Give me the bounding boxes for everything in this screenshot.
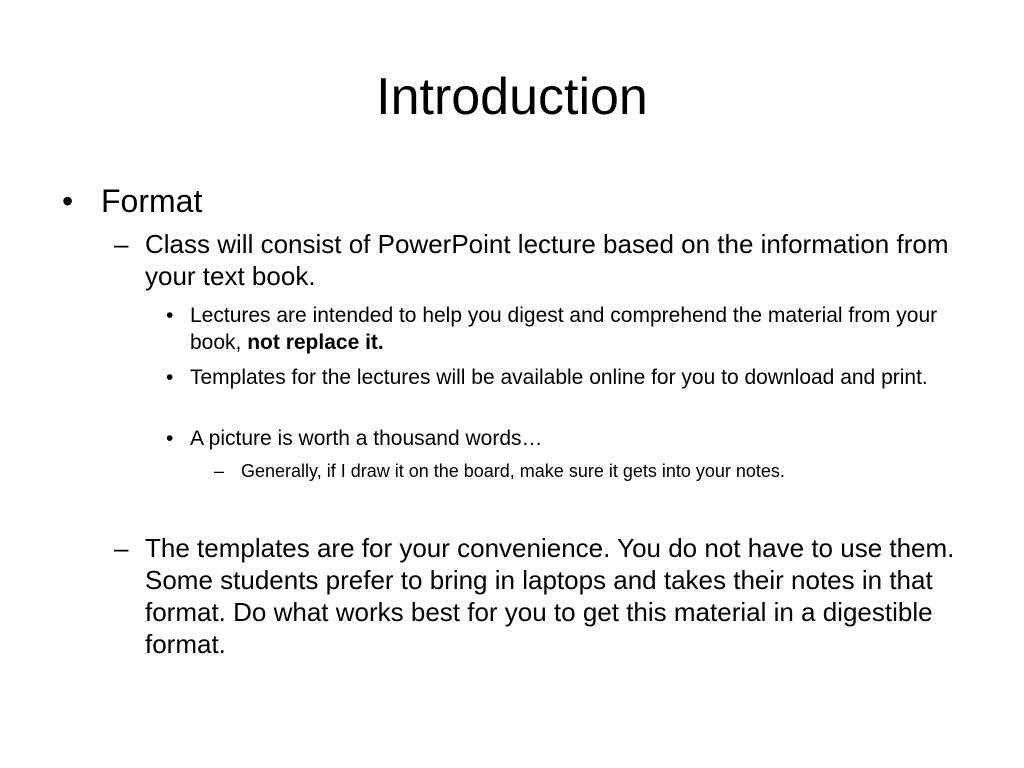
sub-sub-bullet-picture-words: A picture is worth a thousand words… [190,427,543,450]
lectures-purpose-emphasis: not replace it. [247,331,384,354]
slide-title: Introduction [376,68,648,126]
bullet-icon: • [62,183,74,219]
bullet-icon: • [166,366,174,389]
bullet-format: Format [101,183,203,219]
dash-icon: – [214,461,225,481]
sub-sub-bullet-lectures-purpose [190,302,950,356]
bullet-icon: • [166,304,174,327]
lectures-purpose-text: Lectures are intended to help you digest and comprehend the material from your book, [190,304,938,354]
sub-bullet-templates-convenience: The templates are for your convenience. You do not have to use them. Some students prefer to bring in laptops and takes their notes in that format. Do what works best for you to get this material in a digestible format. [145,533,955,659]
sub-sub-bullet-templates-online: Templates for the lectures will be available online for you to download and print. [190,366,928,389]
bullet-icon: • [166,427,174,450]
dash-icon: – [114,229,129,259]
sub-bullet-class-format: Class will consist of PowerPoint lecture based on the information from your text book. [145,229,949,291]
sub-sub-sub-bullet-board-notes: Generally, if I draw it on the board, make sure it gets into your notes. [241,461,785,481]
dash-icon: – [114,533,129,563]
